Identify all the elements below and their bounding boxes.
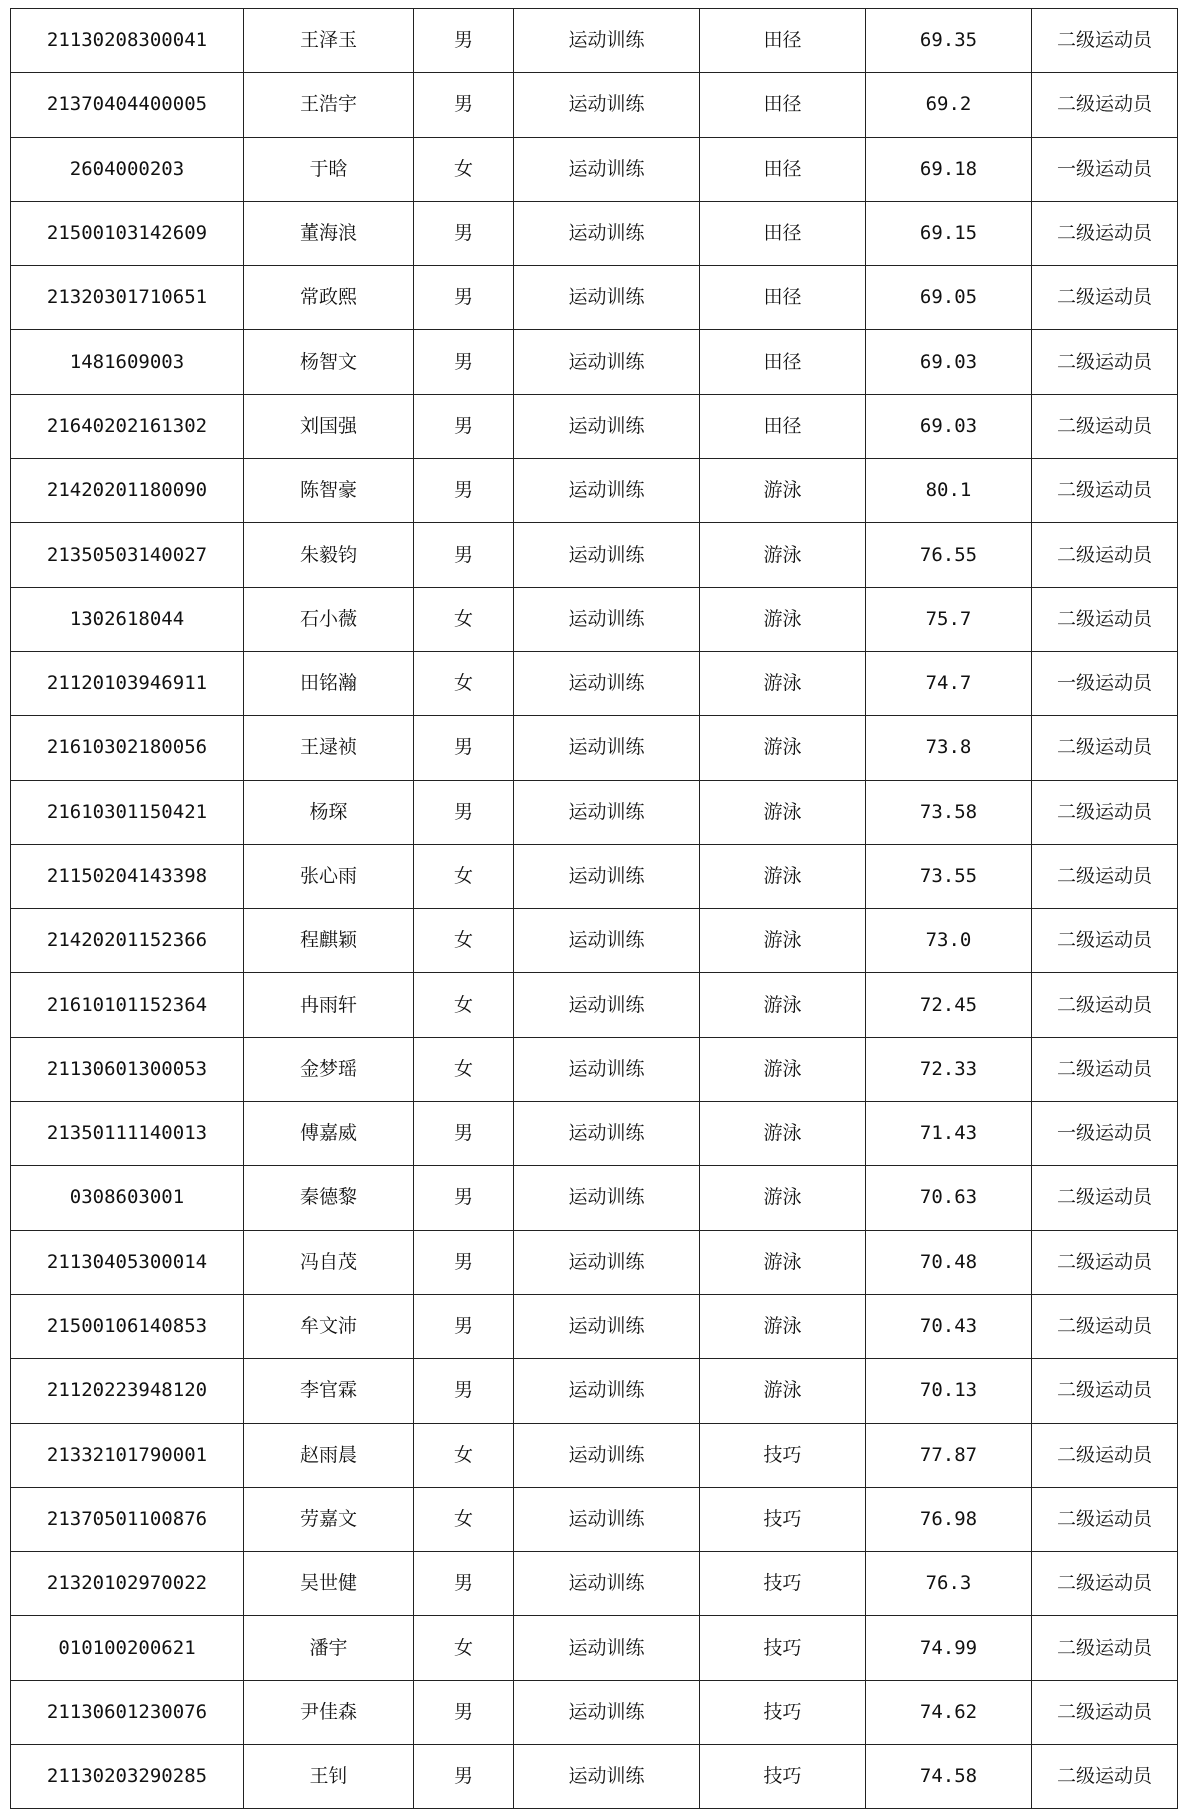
table-row — [11, 909, 1178, 973]
cell-gender: 男 — [414, 1359, 514, 1423]
cell-candidate-id: 1481609003 — [11, 330, 244, 394]
cell-score: 69.35 — [866, 9, 1032, 73]
cell-major: 运动训练 — [514, 1616, 700, 1680]
table-row — [11, 587, 1178, 651]
cell-candidate-id: 21320102970022 — [11, 1552, 244, 1616]
cell-major: 运动训练 — [514, 716, 700, 780]
results-table — [10, 8, 1178, 1809]
cell-gender: 男 — [414, 1166, 514, 1230]
table-row — [11, 973, 1178, 1037]
cell-major: 运动训练 — [514, 1423, 700, 1487]
cell-name: 陈智豪 — [244, 459, 414, 523]
cell-name: 董海浪 — [244, 201, 414, 265]
table-row — [11, 330, 1178, 394]
cell-sport: 游泳 — [700, 973, 866, 1037]
cell-major: 运动训练 — [514, 330, 700, 394]
table-row — [11, 651, 1178, 715]
cell-gender: 男 — [414, 1230, 514, 1294]
cell-gender: 男 — [414, 1102, 514, 1166]
cell-athlete-level: 二级运动员 — [1032, 459, 1178, 523]
cell-sport: 游泳 — [700, 844, 866, 908]
cell-sport: 技巧 — [700, 1423, 866, 1487]
cell-major: 运动训练 — [514, 1102, 700, 1166]
cell-name: 傅嘉威 — [244, 1102, 414, 1166]
cell-name: 吴世健 — [244, 1552, 414, 1616]
cell-name: 李官霖 — [244, 1359, 414, 1423]
cell-score: 80.1 — [866, 459, 1032, 523]
cell-name: 劳嘉文 — [244, 1487, 414, 1551]
table-row — [11, 1166, 1178, 1230]
cell-sport: 游泳 — [700, 1359, 866, 1423]
cell-name: 程麒颖 — [244, 909, 414, 973]
table-row — [11, 1294, 1178, 1358]
table-row — [11, 844, 1178, 908]
cell-sport: 游泳 — [700, 1230, 866, 1294]
cell-sport: 游泳 — [700, 1102, 866, 1166]
cell-athlete-level: 二级运动员 — [1032, 780, 1178, 844]
cell-score: 76.55 — [866, 523, 1032, 587]
cell-name: 牟文沛 — [244, 1294, 414, 1358]
table-row — [11, 1487, 1178, 1551]
cell-major: 运动训练 — [514, 1294, 700, 1358]
cell-candidate-id: 21370501100876 — [11, 1487, 244, 1551]
cell-athlete-level: 二级运动员 — [1032, 523, 1178, 587]
cell-name: 朱毅钧 — [244, 523, 414, 587]
cell-candidate-id: 21420201180090 — [11, 459, 244, 523]
cell-name: 杨琛 — [244, 780, 414, 844]
cell-gender: 女 — [414, 973, 514, 1037]
cell-candidate-id: 21130601300053 — [11, 1037, 244, 1101]
cell-gender: 男 — [414, 266, 514, 330]
cell-score: 70.63 — [866, 1166, 1032, 1230]
cell-name: 石小薇 — [244, 587, 414, 651]
cell-athlete-level: 二级运动员 — [1032, 909, 1178, 973]
table-row — [11, 73, 1178, 137]
cell-score: 73.55 — [866, 844, 1032, 908]
cell-athlete-level: 二级运动员 — [1032, 201, 1178, 265]
cell-candidate-id: 21610302180056 — [11, 716, 244, 780]
table-row — [11, 523, 1178, 587]
cell-name: 秦德黎 — [244, 1166, 414, 1230]
cell-athlete-level: 二级运动员 — [1032, 844, 1178, 908]
cell-name: 尹佳森 — [244, 1680, 414, 1744]
cell-major: 运动训练 — [514, 9, 700, 73]
cell-athlete-level: 二级运动员 — [1032, 1230, 1178, 1294]
cell-candidate-id: 21610301150421 — [11, 780, 244, 844]
cell-sport: 游泳 — [700, 1294, 866, 1358]
cell-candidate-id: 21350503140027 — [11, 523, 244, 587]
cell-gender: 女 — [414, 1037, 514, 1101]
cell-gender: 男 — [414, 9, 514, 73]
cell-candidate-id: 0308603001 — [11, 1166, 244, 1230]
cell-name: 冯自茂 — [244, 1230, 414, 1294]
table-row — [11, 266, 1178, 330]
cell-candidate-id: 21130203290285 — [11, 1745, 244, 1809]
cell-candidate-id: 21332101790001 — [11, 1423, 244, 1487]
cell-sport: 技巧 — [700, 1680, 866, 1744]
cell-athlete-level: 二级运动员 — [1032, 1487, 1178, 1551]
table-row — [11, 1102, 1178, 1166]
cell-score: 69.05 — [866, 266, 1032, 330]
cell-major: 运动训练 — [514, 1487, 700, 1551]
cell-athlete-level: 二级运动员 — [1032, 394, 1178, 458]
cell-sport: 技巧 — [700, 1552, 866, 1616]
cell-gender: 男 — [414, 1680, 514, 1744]
table-row — [11, 1552, 1178, 1616]
cell-sport: 技巧 — [700, 1616, 866, 1680]
cell-gender: 男 — [414, 716, 514, 780]
cell-score: 72.33 — [866, 1037, 1032, 1101]
cell-candidate-id: 21130208300041 — [11, 9, 244, 73]
table-body — [11, 9, 1178, 1809]
cell-gender: 男 — [414, 1745, 514, 1809]
cell-major: 运动训练 — [514, 266, 700, 330]
cell-major: 运动训练 — [514, 1680, 700, 1744]
cell-athlete-level: 二级运动员 — [1032, 1616, 1178, 1680]
cell-sport: 游泳 — [700, 780, 866, 844]
cell-candidate-id: 21500106140853 — [11, 1294, 244, 1358]
cell-candidate-id: 1302618044 — [11, 587, 244, 651]
cell-name: 王逯祯 — [244, 716, 414, 780]
cell-major: 运动训练 — [514, 1745, 700, 1809]
cell-sport: 游泳 — [700, 651, 866, 715]
cell-candidate-id: 21130405300014 — [11, 1230, 244, 1294]
cell-candidate-id: 21130601230076 — [11, 1680, 244, 1744]
cell-athlete-level: 二级运动员 — [1032, 330, 1178, 394]
cell-gender: 男 — [414, 459, 514, 523]
cell-athlete-level: 二级运动员 — [1032, 1037, 1178, 1101]
cell-score: 74.58 — [866, 1745, 1032, 1809]
cell-athlete-level: 一级运动员 — [1032, 1102, 1178, 1166]
cell-sport: 游泳 — [700, 523, 866, 587]
cell-candidate-id: 21420201152366 — [11, 909, 244, 973]
cell-score: 69.03 — [866, 330, 1032, 394]
cell-major: 运动训练 — [514, 137, 700, 201]
cell-athlete-level: 二级运动员 — [1032, 1359, 1178, 1423]
cell-score: 70.43 — [866, 1294, 1032, 1358]
table-row — [11, 394, 1178, 458]
cell-score: 76.98 — [866, 1487, 1032, 1551]
cell-major: 运动训练 — [514, 651, 700, 715]
cell-gender: 女 — [414, 651, 514, 715]
cell-major: 运动训练 — [514, 909, 700, 973]
cell-candidate-id: 21350111140013 — [11, 1102, 244, 1166]
table-row — [11, 1359, 1178, 1423]
cell-score: 69.18 — [866, 137, 1032, 201]
cell-gender: 女 — [414, 587, 514, 651]
cell-athlete-level: 二级运动员 — [1032, 1166, 1178, 1230]
cell-gender: 女 — [414, 137, 514, 201]
cell-athlete-level: 二级运动员 — [1032, 1294, 1178, 1358]
cell-sport: 田径 — [700, 266, 866, 330]
cell-sport: 田径 — [700, 201, 866, 265]
cell-athlete-level: 二级运动员 — [1032, 1423, 1178, 1487]
table-row — [11, 9, 1178, 73]
table-row — [11, 459, 1178, 523]
cell-name: 张心雨 — [244, 844, 414, 908]
cell-sport: 游泳 — [700, 716, 866, 780]
cell-major: 运动训练 — [514, 73, 700, 137]
cell-score: 69.03 — [866, 394, 1032, 458]
cell-sport: 游泳 — [700, 909, 866, 973]
cell-score: 69.15 — [866, 201, 1032, 265]
cell-score: 74.7 — [866, 651, 1032, 715]
cell-score: 71.43 — [866, 1102, 1032, 1166]
cell-major: 运动训练 — [514, 780, 700, 844]
cell-athlete-level: 二级运动员 — [1032, 1552, 1178, 1616]
cell-major: 运动训练 — [514, 587, 700, 651]
table-row — [11, 137, 1178, 201]
cell-gender: 女 — [414, 1616, 514, 1680]
cell-sport: 田径 — [700, 394, 866, 458]
cell-athlete-level: 二级运动员 — [1032, 716, 1178, 780]
cell-sport: 田径 — [700, 73, 866, 137]
cell-athlete-level: 二级运动员 — [1032, 1745, 1178, 1809]
cell-score: 70.48 — [866, 1230, 1032, 1294]
table-row — [11, 1230, 1178, 1294]
table-row — [11, 1745, 1178, 1809]
cell-gender: 男 — [414, 330, 514, 394]
cell-major: 运动训练 — [514, 1037, 700, 1101]
cell-name: 刘国强 — [244, 394, 414, 458]
cell-athlete-level: 二级运动员 — [1032, 73, 1178, 137]
cell-name: 田铭瀚 — [244, 651, 414, 715]
cell-gender: 女 — [414, 844, 514, 908]
cell-major: 运动训练 — [514, 1166, 700, 1230]
cell-sport: 田径 — [700, 9, 866, 73]
cell-score: 76.3 — [866, 1552, 1032, 1616]
cell-athlete-level: 二级运动员 — [1032, 973, 1178, 1037]
cell-name: 冉雨轩 — [244, 973, 414, 1037]
cell-major: 运动训练 — [514, 201, 700, 265]
cell-score: 73.58 — [866, 780, 1032, 844]
table-row — [11, 1423, 1178, 1487]
cell-name: 常政熙 — [244, 266, 414, 330]
cell-name: 王泽玉 — [244, 9, 414, 73]
cell-sport: 游泳 — [700, 1166, 866, 1230]
cell-major: 运动训练 — [514, 973, 700, 1037]
cell-athlete-level: 二级运动员 — [1032, 587, 1178, 651]
table-row — [11, 1037, 1178, 1101]
cell-gender: 女 — [414, 1423, 514, 1487]
cell-score: 74.99 — [866, 1616, 1032, 1680]
table-row — [11, 201, 1178, 265]
cell-name: 王钊 — [244, 1745, 414, 1809]
cell-gender: 男 — [414, 201, 514, 265]
cell-score: 72.45 — [866, 973, 1032, 1037]
cell-sport: 田径 — [700, 330, 866, 394]
cell-score: 70.13 — [866, 1359, 1032, 1423]
cell-candidate-id: 21320301710651 — [11, 266, 244, 330]
cell-gender: 男 — [414, 1294, 514, 1358]
cell-score: 73.0 — [866, 909, 1032, 973]
cell-score: 77.87 — [866, 1423, 1032, 1487]
cell-name: 杨智文 — [244, 330, 414, 394]
cell-candidate-id: 21120103946911 — [11, 651, 244, 715]
table-row — [11, 1616, 1178, 1680]
document-page — [10, 8, 1177, 1809]
cell-candidate-id: 21500103142609 — [11, 201, 244, 265]
cell-sport: 游泳 — [700, 459, 866, 523]
cell-sport: 技巧 — [700, 1745, 866, 1809]
cell-name: 王浩宇 — [244, 73, 414, 137]
cell-gender: 女 — [414, 1487, 514, 1551]
cell-candidate-id: 21370404400005 — [11, 73, 244, 137]
cell-gender: 男 — [414, 780, 514, 844]
cell-sport: 田径 — [700, 137, 866, 201]
cell-gender: 男 — [414, 394, 514, 458]
cell-sport: 游泳 — [700, 1037, 866, 1101]
cell-candidate-id: 21150204143398 — [11, 844, 244, 908]
cell-major: 运动训练 — [514, 1359, 700, 1423]
cell-candidate-id: 010100200621 — [11, 1616, 244, 1680]
cell-major: 运动训练 — [514, 1230, 700, 1294]
cell-athlete-level: 二级运动员 — [1032, 1680, 1178, 1744]
cell-name: 于晗 — [244, 137, 414, 201]
cell-score: 69.2 — [866, 73, 1032, 137]
cell-candidate-id: 21120223948120 — [11, 1359, 244, 1423]
cell-major: 运动训练 — [514, 523, 700, 587]
cell-major: 运动训练 — [514, 394, 700, 458]
cell-athlete-level: 二级运动员 — [1032, 266, 1178, 330]
table-row — [11, 716, 1178, 780]
cell-candidate-id: 21610101152364 — [11, 973, 244, 1037]
cell-major: 运动训练 — [514, 844, 700, 908]
cell-gender: 男 — [414, 73, 514, 137]
cell-candidate-id: 2604000203 — [11, 137, 244, 201]
cell-gender: 男 — [414, 523, 514, 587]
cell-name: 金梦瑶 — [244, 1037, 414, 1101]
cell-major: 运动训练 — [514, 459, 700, 523]
cell-gender: 男 — [414, 1552, 514, 1616]
cell-score: 75.7 — [866, 587, 1032, 651]
cell-athlete-level: 一级运动员 — [1032, 137, 1178, 201]
cell-major: 运动训练 — [514, 1552, 700, 1616]
cell-sport: 游泳 — [700, 587, 866, 651]
cell-gender: 女 — [414, 909, 514, 973]
table-row — [11, 1680, 1178, 1744]
table-row — [11, 780, 1178, 844]
cell-athlete-level: 二级运动员 — [1032, 9, 1178, 73]
cell-name: 潘宇 — [244, 1616, 414, 1680]
cell-score: 74.62 — [866, 1680, 1032, 1744]
cell-candidate-id: 21640202161302 — [11, 394, 244, 458]
cell-athlete-level: 一级运动员 — [1032, 651, 1178, 715]
cell-score: 73.8 — [866, 716, 1032, 780]
cell-name: 赵雨晨 — [244, 1423, 414, 1487]
cell-sport: 技巧 — [700, 1487, 866, 1551]
